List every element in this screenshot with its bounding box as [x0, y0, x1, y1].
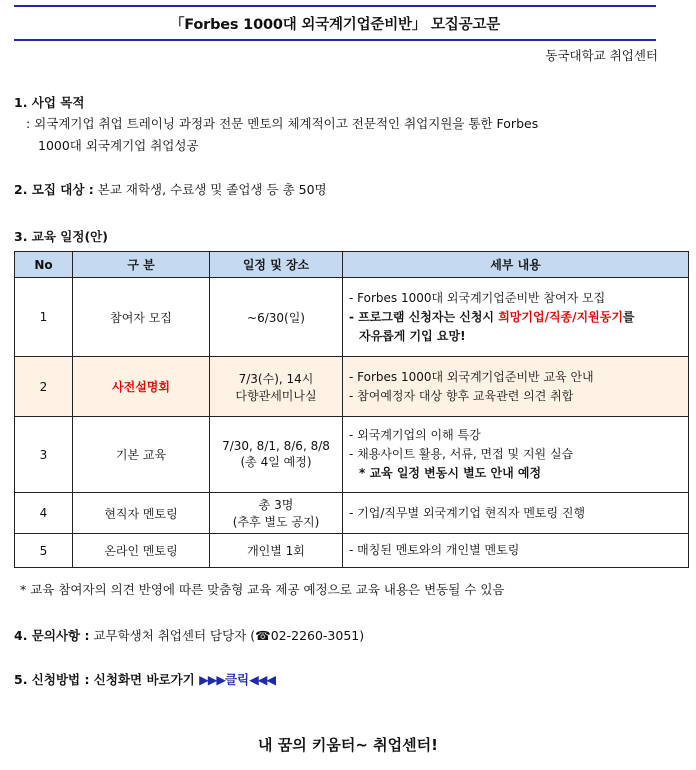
col-detail: 세부 내용	[343, 252, 689, 278]
row-when: 7/30, 8/1, 8/6, 8/8 (총 4일 예정)	[210, 417, 343, 493]
target-section	[14, 180, 327, 198]
row-when: 총 3명 (추후 별도 공지)	[210, 493, 343, 534]
apply-section	[14, 670, 275, 688]
title-bar	[14, 5, 656, 41]
slogan: 내 꿈의 키움터~ 취업센터!	[258, 736, 438, 754]
row-no: 3	[15, 417, 73, 493]
row-when: 개인별 1회	[210, 534, 343, 568]
table-header-row	[15, 252, 689, 278]
purpose-line-2: 1000대 외국계기업 취업성공	[38, 138, 199, 153]
table-row	[15, 534, 689, 568]
row-detail: - Forbes 1000대 외국계기업준비반 교육 안내 - 참여예정자 대상 향후 교육관련 의견 취합	[343, 357, 689, 417]
row-category: 현직자 멘토링	[73, 493, 210, 534]
row-detail: - 매칭된 멘토와의 개인별 멘토링	[343, 534, 689, 568]
table-row	[15, 493, 689, 534]
target-heading: 2. 모집 대상 :	[14, 182, 94, 197]
arrow-right-icon: ▶▶▶	[199, 672, 225, 687]
schedule-table	[14, 251, 689, 568]
target-value: 본교 재학생, 수료생 및 졸업생 등 총 50명	[93, 182, 327, 197]
col-category: 구 분	[73, 252, 210, 278]
purpose-heading: 1. 사업 목적	[14, 95, 85, 110]
schedule-heading: 3. 교육 일정(안)	[14, 229, 108, 244]
organization-name: 동국대학교 취업센터	[545, 48, 658, 63]
schedule-note: * 교육 참여자의 의견 반영에 따른 맞춤형 교육 제공 예정으로 교육 내용은 변동될 수 있음	[20, 582, 505, 597]
row-no: 2	[15, 357, 73, 417]
detail-line: - Forbes 1000대 외국계기업준비반 참여자 모집	[349, 290, 606, 305]
col-no: No	[15, 252, 73, 278]
row-category: 온라인 멘토링	[73, 534, 210, 568]
contact-value: 교무학생처 취업센터 담당자 (☎02-2260-3051)	[89, 628, 365, 643]
table-row	[15, 278, 689, 357]
row-detail: - 외국계기업의 이해 특강 - 채용사이트 활용, 서류, 면접 및 지원 실습 * 교육 일정 변동시 별도 안내 예정	[343, 417, 689, 493]
row-category-info-session: 사전설명회	[73, 357, 210, 417]
row-detail	[343, 278, 689, 357]
purpose-line-1: : 외국계기업 취업 트레이닝 과정과 전문 멘토의 체계적이고 전문적인 취업지원을 통한 Forbes	[26, 116, 539, 131]
row-category: 참여자 모집	[73, 278, 210, 357]
apply-heading: 5. 신청방법 : 신청화면 바로가기	[14, 672, 200, 687]
click-label: 클릭	[224, 672, 250, 687]
row-no: 5	[15, 534, 73, 568]
highlight-text: 희망기업/직종/지원동기	[498, 309, 623, 324]
row-category: 기본 교육	[73, 417, 210, 493]
row-detail: - 기업/직무별 외국계기업 현직자 멘토링 진행	[343, 493, 689, 534]
detail-line-emphasis: - 프로그램 신청자는 신청시 희망기업/직종/지원동기를	[349, 309, 635, 324]
apply-click-link[interactable]	[199, 672, 275, 687]
row-when: ~6/30(일)	[210, 278, 343, 357]
arrow-left-icon: ◀◀◀	[249, 672, 275, 687]
contact-section	[14, 626, 364, 644]
contact-heading: 4. 문의사항 :	[14, 628, 90, 643]
table-row-highlighted	[15, 357, 689, 417]
row-no: 4	[15, 493, 73, 534]
col-when: 일정 및 장소	[210, 252, 343, 278]
detail-line-emphasis-cont: 자유롭게 기입 요망!	[359, 328, 466, 343]
table-row	[15, 417, 689, 493]
row-when: 7/3(수), 14시 다향관세미나실	[210, 357, 343, 417]
row-no: 1	[15, 278, 73, 357]
page-title: 「Forbes 1000대 외국계기업준비반」 모집공고문	[169, 16, 501, 33]
detail-note: * 교육 일정 변동시 별도 안내 예정	[359, 466, 542, 480]
